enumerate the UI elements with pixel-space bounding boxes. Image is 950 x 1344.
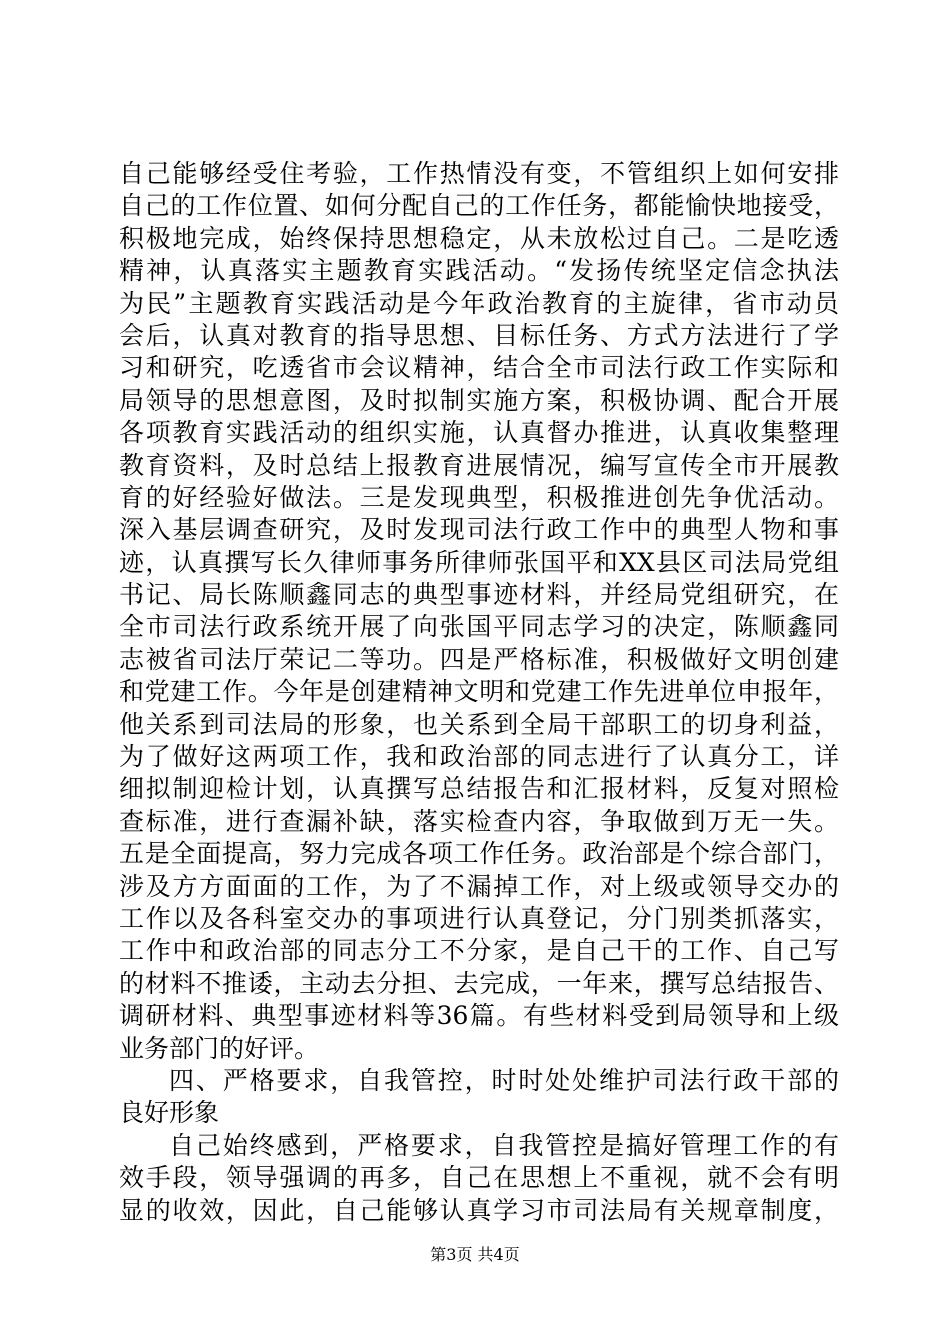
paragraph-continued xyxy=(119,158,839,1065)
text-line: 五是全面提高，努力完成各项工作任务。政治部是个综合部门， xyxy=(119,839,839,869)
text-line: 习和研究，吃透省市会议精神，结合全市司法行政工作实际和 xyxy=(119,353,839,383)
text-line: 教育资料，及时总结上报教育进展情况，编写宣传全市开展教 xyxy=(119,450,839,480)
text-line: 他关系到司法局的形象，也关系到全局干部职工的切身利益， xyxy=(119,709,839,739)
text-line: 和党建工作。今年是创建精神文明和党建工作先进单位申报年， xyxy=(119,677,839,707)
text-line: 会后，认真对教育的指导思想、目标任务、方式方法进行了学 xyxy=(119,320,839,350)
text-line: 工作以及各科室交办的事项进行认真登记，分门别类抓落实， xyxy=(119,903,839,933)
text-line: 为了做好这两项工作，我和政治部的同志进行了认真分工，详 xyxy=(119,742,839,772)
text-line: 局领导的思想意图，及时拟制实施方案，积极协调、配合开展 xyxy=(119,385,839,415)
section-heading xyxy=(119,1065,839,1130)
text-line: 迹，认真撰写长久律师事务所律师张国平和XX县区司法局党组 xyxy=(119,547,839,577)
text-line: 为民”主题教育实践活动是今年政治教育的主旋律，省市动员 xyxy=(119,288,839,318)
text-line: 志被省司法厅荣记二等功。四是严格标准，积极做好文明创建 xyxy=(119,644,839,674)
text-line: 的材料不推诿，主动去分担、去完成，一年来，撰写总结报告、 xyxy=(119,968,839,998)
paragraph xyxy=(119,1130,839,1227)
heading-line: 四、严格要求，自我管控，时时处处维护司法行政干部的 xyxy=(169,1065,839,1095)
text-line: 自己始终感到，严格要求，自我管控是搞好管理工作的有 xyxy=(169,1130,839,1160)
heading-line: 良好形象 xyxy=(119,1098,220,1128)
text-line: 查标准，进行查漏补缺，落实检查内容，争取做到万无一失。 xyxy=(119,806,839,836)
page-number: 第3页 共4页 xyxy=(430,1245,520,1264)
text-line: 调研材料、典型事迹材料等36篇。有些材料受到局领导和上级 xyxy=(119,1001,839,1031)
body-text xyxy=(119,158,839,1227)
text-line: 显的收效，因此，自己能够认真学习市司法局有关规章制度， xyxy=(119,1195,839,1225)
text-line: 效手段，领导强调的再多，自己在思想上不重视，就不会有明 xyxy=(119,1163,839,1193)
text-line: 业务部门的好评。 xyxy=(119,1033,320,1063)
text-line: 育的好经验好做法。三是发现典型，积极推进创先争优活动。 xyxy=(119,482,839,512)
text-line: 自己的工作位置、如何分配自己的工作任务，都能愉快地接受， xyxy=(119,191,839,221)
text-line: 涉及方方面面的工作，为了不漏掉工作，对上级或领导交办的 xyxy=(119,871,839,901)
text-line: 积极地完成，始终保持思想稳定，从未放松过自己。二是吃透 xyxy=(119,223,839,253)
text-line: 细拟制迎检计划，认真撰写总结报告和汇报材料，反复对照检 xyxy=(119,774,839,804)
text-line: 全市司法行政系统开展了向张国平同志学习的决定，陈顺鑫同 xyxy=(119,612,839,642)
text-line: 书记、局长陈顺鑫同志的典型事迹材料，并经局党组研究，在 xyxy=(119,580,839,610)
text-line: 各项教育实践活动的组织实施，认真督办推进，认真收集整理 xyxy=(119,418,839,448)
text-line: 深入基层调查研究，及时发现司法行政工作中的典型人物和事 xyxy=(119,515,839,545)
text-line: 自己能够经受住考验，工作热情没有变，不管组织上如何安排 xyxy=(119,159,839,188)
text-line: 精神，认真落实主题教育实践活动。“发扬传统坚定信念执法 xyxy=(119,256,839,286)
text-line: 工作中和政治部的同志分工不分家，是自己干的工作、自己写 xyxy=(119,936,839,966)
